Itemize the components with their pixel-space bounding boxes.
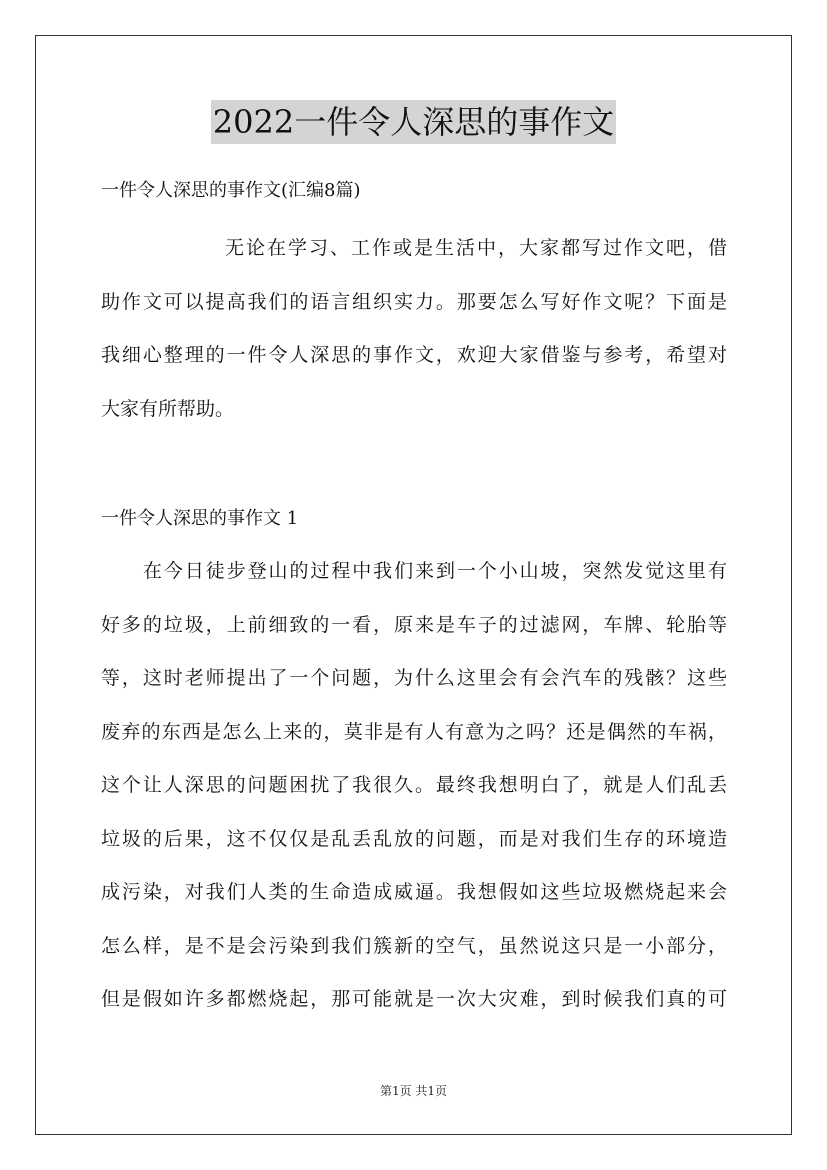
title-container — [0, 100, 827, 144]
body-line: 垃圾的后果，这不仅仅是乱丢乱放的问题，而是对我们生存的环境造 — [101, 827, 727, 850]
body-line: 成污染，对我们人类的生命造成威逼。我想假如这些垃圾燃烧起来会 — [101, 881, 727, 903]
document-subtitle: 一件令人深思的事作文(汇编8篇) — [101, 180, 361, 201]
body-paragraph — [101, 545, 727, 1027]
document-title: 2022一件令人深思的事作文 — [211, 100, 616, 144]
page-footer: 第1页 共1页 — [379, 1084, 448, 1098]
body-line: 在今日徒步登山的过程中我们来到一个小山坡，突然发觉这里有 — [143, 560, 727, 582]
body-line: 好多的垃圾，上前细致的一看，原来是车子的过滤网，车牌、轮胎等 — [101, 613, 727, 636]
body-line: 这个让人深思的问题困扰了我很久。最终我想明白了，就是人们乱丢 — [101, 774, 727, 796]
intro-line: 助作文可以提高我们的语言组织实力。那要怎么写好作文呢？下面是 — [101, 290, 727, 313]
section-heading: 一件令人深思的事作文 1 — [101, 508, 299, 529]
body-line: 等，这时老师提出了一个问题，为什么这里会有会汽车的残骸？这些 — [101, 667, 727, 689]
intro-line: 大家有所帮助。 — [101, 397, 235, 420]
intro-paragraph — [101, 222, 727, 436]
intro-line: 无论在学习、工作或是生活中，大家都写过作文吧，借 — [225, 237, 727, 259]
intro-line: 我细心整理的一件令人深思的事作文，欢迎大家借鉴与参考，希望对 — [101, 344, 727, 366]
body-line: 废弃的东西是怎么上来的，莫非是有人有意为之吗？还是偶然的车祸， — [101, 720, 727, 743]
body-line: 但是假如许多都燃烧起，那可能就是一次大灾难，到时候我们真的可 — [101, 988, 727, 1010]
body-line: 怎么样，是不是会污染到我们簇新的空气，虽然说这只是一小部分， — [101, 934, 727, 957]
